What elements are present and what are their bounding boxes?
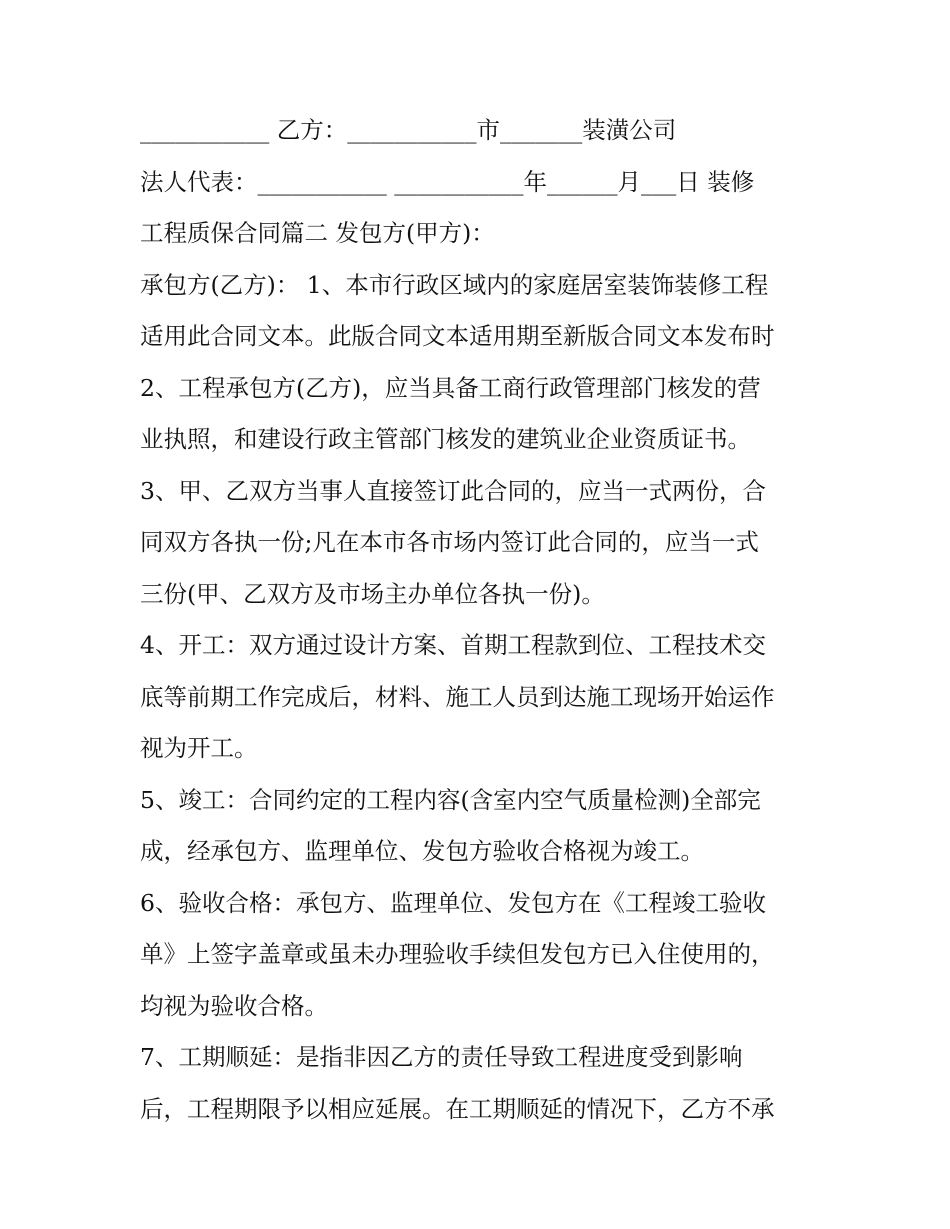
text-line: 视为开工。 xyxy=(140,734,258,762)
text-line: 适用此合同文本。此版合同文本适用期至新版合同文本发布时 xyxy=(140,322,775,350)
text-line: 三份(甲、乙双方及市场主办单位各执一份)。 xyxy=(140,579,605,608)
text-line: 成，经承包方、监理单位、发包方验收合格视为竣工。 xyxy=(140,837,704,865)
text-line: ___________ 乙方：___________市_______装潢公司 xyxy=(140,116,677,144)
text-line: 3、甲、乙双方当事人直接签订此合同的，应当一式两份，合 xyxy=(140,476,766,505)
text-line: 同双方各执一份;凡在本市各市场内签订此合同的，应当一式 xyxy=(140,528,759,556)
text-line: 业执照，和建设行政主管部门核发的建筑业企业资质证书。 xyxy=(140,425,751,453)
text-line: 工程质保合同篇二 发包方(甲方)： xyxy=(140,219,495,247)
text-line: 法人代表：___________ ___________年______月___日 装修 xyxy=(140,167,755,196)
text-line: 均视为验收合格。 xyxy=(140,991,328,1020)
text-line: 底等前期工作完成后，材料、施工人员到达施工现场开始运作 xyxy=(140,682,775,711)
contract-text xyxy=(140,108,820,1138)
text-line: 2、工程承包方(乙方)，应当具备工商行政管理部门核发的营 xyxy=(140,373,761,402)
text-line: 5、竣工：合同约定的工程内容(含室内空气质量检测)全部完 xyxy=(140,785,761,814)
text-line: 4、开工：双方通过设计方案、首期工程款到位、工程技术交 xyxy=(140,631,766,659)
text-line: 单》上签字盖章或虽未办理验收手续但发包方已入住使用的， xyxy=(140,940,775,968)
text-line: 6、验收合格：承包方、监理单位、发包方在《工程竣工验收 xyxy=(140,888,766,917)
text-line: 后，工程期限予以相应延展。在工期顺延的情况下，乙方不承 xyxy=(140,1094,775,1123)
text-line: 7、工期顺延：是指非因乙方的责任导致工程进度受到影响 xyxy=(140,1043,743,1071)
text-line: 承包方(乙方)： 1、本市行政区域内的家庭居室装饰装修工程 xyxy=(140,270,769,299)
